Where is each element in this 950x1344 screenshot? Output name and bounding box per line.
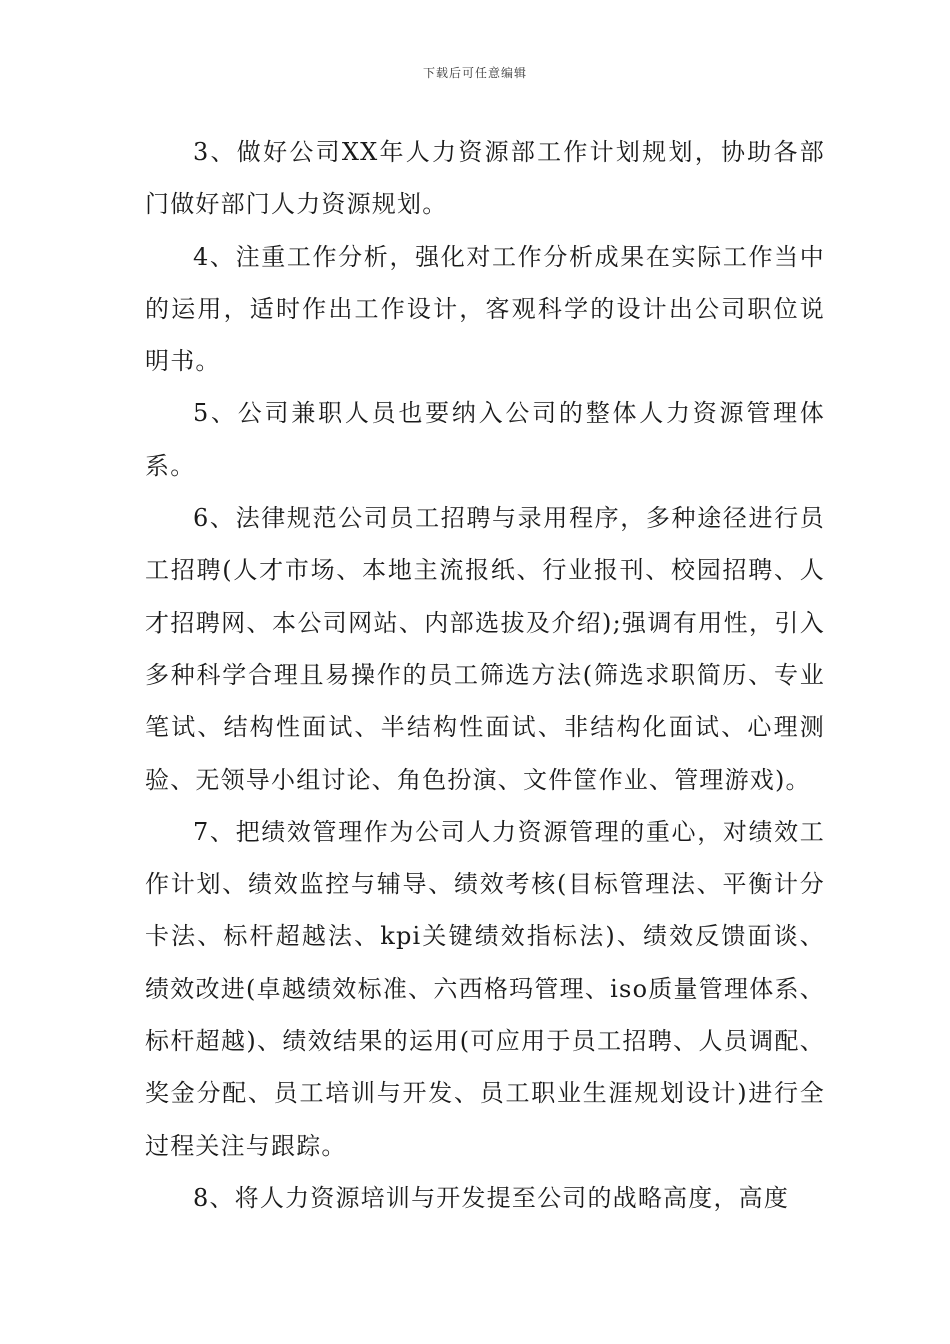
paragraph-item-5: 5、公司兼职人员也要纳入公司的整体人力资源管理体系。 [145,399,825,480]
paragraph-item-3: 3、做好公司XX年人力资源部工作计划规划，协助各部门做好部门人力资源规划。 [145,138,825,219]
paragraph-item-4: 4、注重工作分析，强化对工作分析成果在实际工作当中的运用，适时作出工作设计，客观科学的设计出公司职位说明书。 [145,242,825,376]
paragraph-item-8: 8、将人力资源培训与开发提至公司的战略高度，高度 [193,1183,790,1212]
paragraph-item-6: 6、法律规范公司员工招聘与录用程序，多种途径进行员工招聘(人才市场、本地主流报纸、行业报刊、校园招聘、人才招聘网、本公司网站、内部选拔及介绍);强调有用性，引入多种科学合理且易操作的员工筛选方法(筛选求职简历、专业笔试、结构性面试、半结构性面试、非结构化面试、心理测验、无领导小组讨论、角色扮演、文件筐作业、管理游戏)。 [145,504,825,794]
document-body [145,126,825,1224]
header-note: 下载后可任意编辑 [422,66,527,80]
paragraph-item-7: 7、把绩效管理作为公司人力资源管理的重心，对绩效工作计划、绩效监控与辅导、绩效考核(目标管理法、平衡计分卡法、标杆超越法、kpi关键绩效指标法)、绩效反馈面谈、绩效改进(卓越绩效标准、六西格玛管理、iso质量管理体系、标杆超越)、绩效结果的运用(可应用于员工招聘、人员调配、奖金分配、员工培训与开发、员工职业生涯规划设计)进行全过程关注与跟踪。 [145,817,825,1160]
